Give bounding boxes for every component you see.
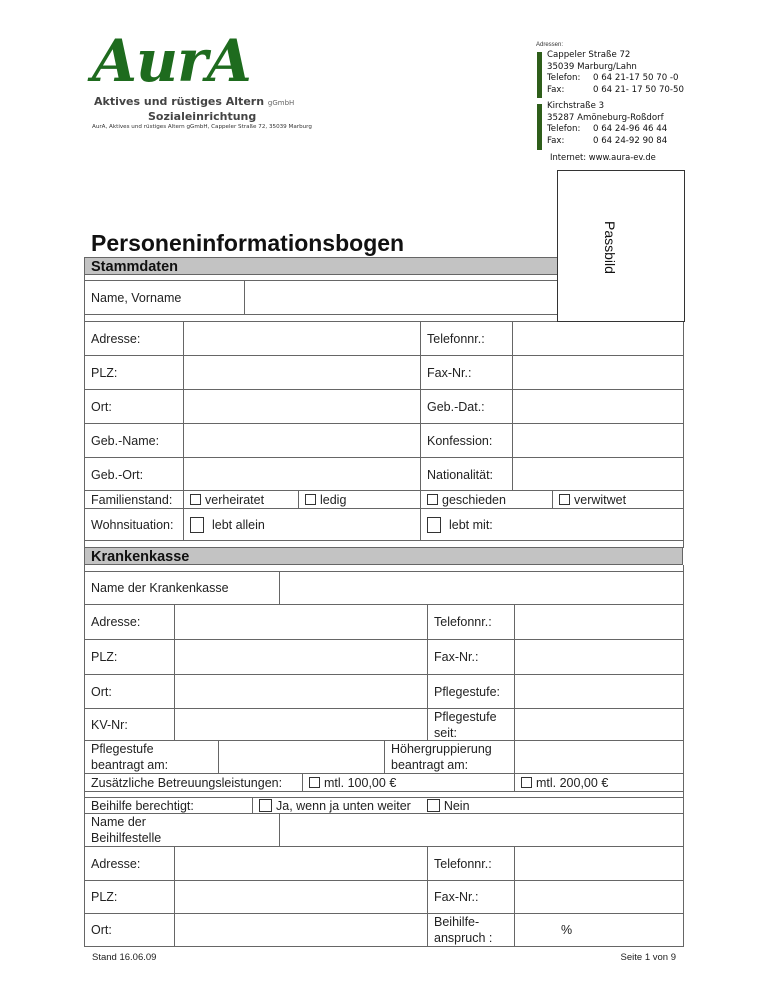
bh-telefon-field[interactable] bbox=[515, 847, 684, 880]
option-geschieden[interactable] bbox=[421, 491, 553, 508]
ort-field[interactable] bbox=[184, 390, 421, 423]
beihilfestelle-row bbox=[84, 813, 684, 847]
phone-label: Telefon: bbox=[547, 124, 581, 134]
familienstand-row bbox=[84, 490, 684, 509]
internet-link[interactable]: Internet: www.aura-ev.de bbox=[550, 152, 656, 162]
pflegestufe-beantragt-field[interactable] bbox=[219, 741, 385, 773]
bh-fax-field[interactable] bbox=[515, 881, 684, 913]
option-verwitwet[interactable] bbox=[553, 491, 684, 508]
field-label: Geb.-Dat.: bbox=[421, 390, 513, 423]
kk-telefon-field[interactable] bbox=[515, 605, 684, 639]
option-lebt-allein[interactable] bbox=[184, 509, 421, 540]
stammdaten-row bbox=[84, 423, 684, 458]
option-mtl-100[interactable] bbox=[303, 774, 515, 791]
stammdaten-row bbox=[84, 389, 684, 424]
kv-nr-field[interactable] bbox=[175, 709, 428, 740]
field-label: Ort: bbox=[85, 914, 175, 946]
logo-subtitle: Sozialeinrichtung bbox=[148, 110, 257, 123]
fax-number: 0 64 24-92 90 84 bbox=[593, 135, 668, 146]
option-label: geschieden bbox=[442, 492, 506, 507]
page-title: Personeninformationsbogen bbox=[91, 230, 405, 256]
address-location-1 bbox=[547, 50, 684, 96]
familienstand-label: Familienstand: bbox=[85, 491, 184, 508]
checkbox[interactable] bbox=[427, 494, 438, 505]
logo-tagline-text: Aktives und rüstiges Altern bbox=[94, 95, 265, 108]
option-label: verheiratet bbox=[205, 492, 265, 507]
krankenkasse-name-field[interactable] bbox=[280, 572, 684, 604]
option-lebt-mit[interactable] bbox=[421, 509, 684, 540]
fax-number: 0 64 21- 17 50 70-50 bbox=[593, 84, 684, 95]
beihilfestelle-label: Name der Beihilfestelle bbox=[85, 814, 280, 846]
beantragt-row bbox=[84, 740, 684, 774]
field-label: Ort: bbox=[85, 675, 175, 708]
field-label: KV-Nr: bbox=[85, 709, 175, 740]
konfession-field[interactable] bbox=[513, 424, 684, 457]
field-label: Adresse: bbox=[85, 605, 175, 639]
stammdaten-row bbox=[84, 457, 684, 492]
address-location-2 bbox=[547, 101, 667, 147]
name-label: Name, Vorname bbox=[85, 281, 245, 314]
beihilfe-address-row bbox=[84, 846, 684, 881]
field-label: Fax-Nr.: bbox=[428, 881, 515, 913]
beihilfeanspruch-field[interactable] bbox=[515, 914, 684, 946]
field-label: Ort: bbox=[85, 390, 184, 423]
field-label: Telefonnr.: bbox=[428, 847, 515, 880]
krankenkasse-row bbox=[84, 674, 684, 709]
passbild-box[interactable] bbox=[557, 170, 685, 322]
telefon-field[interactable] bbox=[513, 322, 684, 355]
section-header-krankenkasse: Krankenkasse bbox=[84, 547, 683, 565]
field-label: PLZ: bbox=[85, 640, 175, 674]
option-ledig[interactable] bbox=[299, 491, 421, 508]
checkbox[interactable] bbox=[190, 517, 204, 533]
option-mtl-200[interactable] bbox=[515, 774, 684, 791]
geburtsdatum-field[interactable] bbox=[513, 390, 684, 423]
bh-ort-field[interactable] bbox=[175, 914, 428, 946]
checkbox[interactable] bbox=[309, 777, 320, 788]
wohnsituation-label: Wohnsituation: bbox=[85, 509, 184, 540]
address-bar-decoration bbox=[537, 52, 542, 98]
checkbox[interactable] bbox=[521, 777, 532, 788]
nationalitaet-field[interactable] bbox=[513, 458, 684, 491]
footer-page-number: Seite 1 von 9 bbox=[620, 952, 676, 963]
address-street: Cappeler Straße 72 bbox=[547, 50, 631, 60]
field-label: Telefonnr.: bbox=[428, 605, 515, 639]
field-label: Fax-Nr.: bbox=[421, 356, 513, 389]
footer-stand: Stand 16.06.09 bbox=[92, 952, 157, 963]
fax-label: Fax: bbox=[547, 84, 565, 95]
beihilfe-address-row bbox=[84, 880, 684, 914]
hoehergruppierung-field[interactable] bbox=[515, 741, 684, 773]
pflegestufe-beantragt-label: Pflegestufe beantragt am: bbox=[85, 741, 219, 773]
phone-number: 0 64 21-17 50 70 -0 bbox=[593, 73, 679, 83]
field-label: Telefonnr.: bbox=[421, 322, 513, 355]
section-header-stammdaten: Stammdaten bbox=[84, 257, 683, 275]
kk-fax-field[interactable] bbox=[515, 640, 684, 674]
krankenkasse-row bbox=[84, 708, 684, 741]
percent-unit: % bbox=[561, 923, 573, 937]
kk-ort-field[interactable] bbox=[175, 675, 428, 708]
field-label: Geb.-Name: bbox=[85, 424, 184, 457]
krankenkasse-row bbox=[84, 639, 684, 675]
option-label: mtl. 100,00 € bbox=[324, 775, 397, 790]
option-label: verwitwet bbox=[574, 492, 627, 507]
adresse-field[interactable] bbox=[184, 322, 421, 355]
address-bar-decoration bbox=[537, 104, 542, 150]
addresses-label: Adressen: bbox=[536, 42, 564, 48]
address-city: 35287 Amöneburg-Roßdorf bbox=[547, 112, 664, 123]
hoehergruppierung-label: Höhergruppierung beantragt am: bbox=[385, 741, 515, 773]
passbild-label: Passbild bbox=[602, 221, 618, 274]
field-label: Nationalität: bbox=[421, 458, 513, 491]
logo-wordmark: AurA bbox=[92, 27, 251, 95]
checkbox[interactable] bbox=[427, 517, 441, 533]
field-label: Fax-Nr.: bbox=[428, 640, 515, 674]
checkbox[interactable] bbox=[305, 494, 316, 505]
option-label: Nein bbox=[443, 798, 470, 813]
krankenkasse-name-row bbox=[84, 571, 684, 605]
beihilfe-row bbox=[84, 797, 684, 814]
option-label: lebt mit: bbox=[449, 517, 493, 532]
zusaetzliche-label: Zusätzliche Betreuungsleistungen: bbox=[85, 774, 303, 791]
checkbox[interactable] bbox=[559, 494, 570, 505]
address-street: Kirchstraße 3 bbox=[547, 101, 605, 111]
option-label: Ja, wenn ja unten weiter bbox=[276, 798, 411, 813]
logo-tagline bbox=[94, 95, 294, 108]
bh-plz-field[interactable] bbox=[175, 881, 428, 913]
bh-adresse-field[interactable] bbox=[175, 847, 428, 880]
field-label: Konfession: bbox=[421, 424, 513, 457]
geburtsname-field[interactable] bbox=[184, 424, 421, 457]
zusaetzliche-row bbox=[84, 773, 684, 792]
checkbox-nein[interactable] bbox=[427, 799, 440, 812]
pflegestufe-seit-field[interactable] bbox=[515, 709, 684, 740]
field-label: Pflegestufe: bbox=[428, 675, 515, 708]
field-label: Adresse: bbox=[85, 847, 175, 880]
option-label: ledig bbox=[320, 492, 347, 507]
kk-adresse-field[interactable] bbox=[175, 605, 428, 639]
fax-field[interactable] bbox=[513, 356, 684, 389]
geburtsort-field[interactable] bbox=[184, 458, 421, 491]
field-label: Pflegestufe seit: bbox=[428, 709, 515, 740]
pflegestufe-field[interactable] bbox=[515, 675, 684, 708]
field-label: Beihilfe-anspruch : bbox=[428, 914, 515, 946]
fax-label: Fax: bbox=[547, 135, 565, 146]
option-label: mtl. 200,00 € bbox=[536, 775, 609, 790]
krankenkasse-name-label: Name der Krankenkasse bbox=[85, 572, 280, 604]
plz-field[interactable] bbox=[184, 356, 421, 389]
field-label: Geb.-Ort: bbox=[85, 458, 184, 491]
stammdaten-row bbox=[84, 355, 684, 390]
beihilfestelle-field[interactable] bbox=[280, 814, 684, 846]
field-label: Adresse: bbox=[85, 322, 184, 355]
beihilfe-label: Beihilfe berechtigt: bbox=[85, 798, 253, 813]
phone-number: 0 64 24-96 46 44 bbox=[593, 124, 668, 134]
krankenkasse-row bbox=[84, 604, 684, 640]
checkbox[interactable] bbox=[190, 494, 201, 505]
checkbox-ja[interactable] bbox=[259, 799, 272, 812]
kk-plz-field[interactable] bbox=[175, 640, 428, 674]
beihilfe-address-row bbox=[84, 913, 684, 947]
wohnsituation-row bbox=[84, 508, 684, 541]
sender-line: AurA, Aktives und rüstiges Altern gGmbH, Cappeler Straße 72, 35039 Marburg bbox=[92, 124, 312, 130]
address-city: 35039 Marburg/Lahn bbox=[547, 61, 637, 72]
stammdaten-row bbox=[84, 321, 684, 356]
phone-label: Telefon: bbox=[547, 73, 581, 83]
beihilfe-options bbox=[253, 798, 684, 813]
field-label: PLZ: bbox=[85, 356, 184, 389]
logo-legal-form: gGmbH bbox=[267, 99, 295, 107]
option-label: lebt allein bbox=[212, 517, 265, 532]
field-label: PLZ: bbox=[85, 881, 175, 913]
option-verheiratet[interactable] bbox=[184, 491, 299, 508]
